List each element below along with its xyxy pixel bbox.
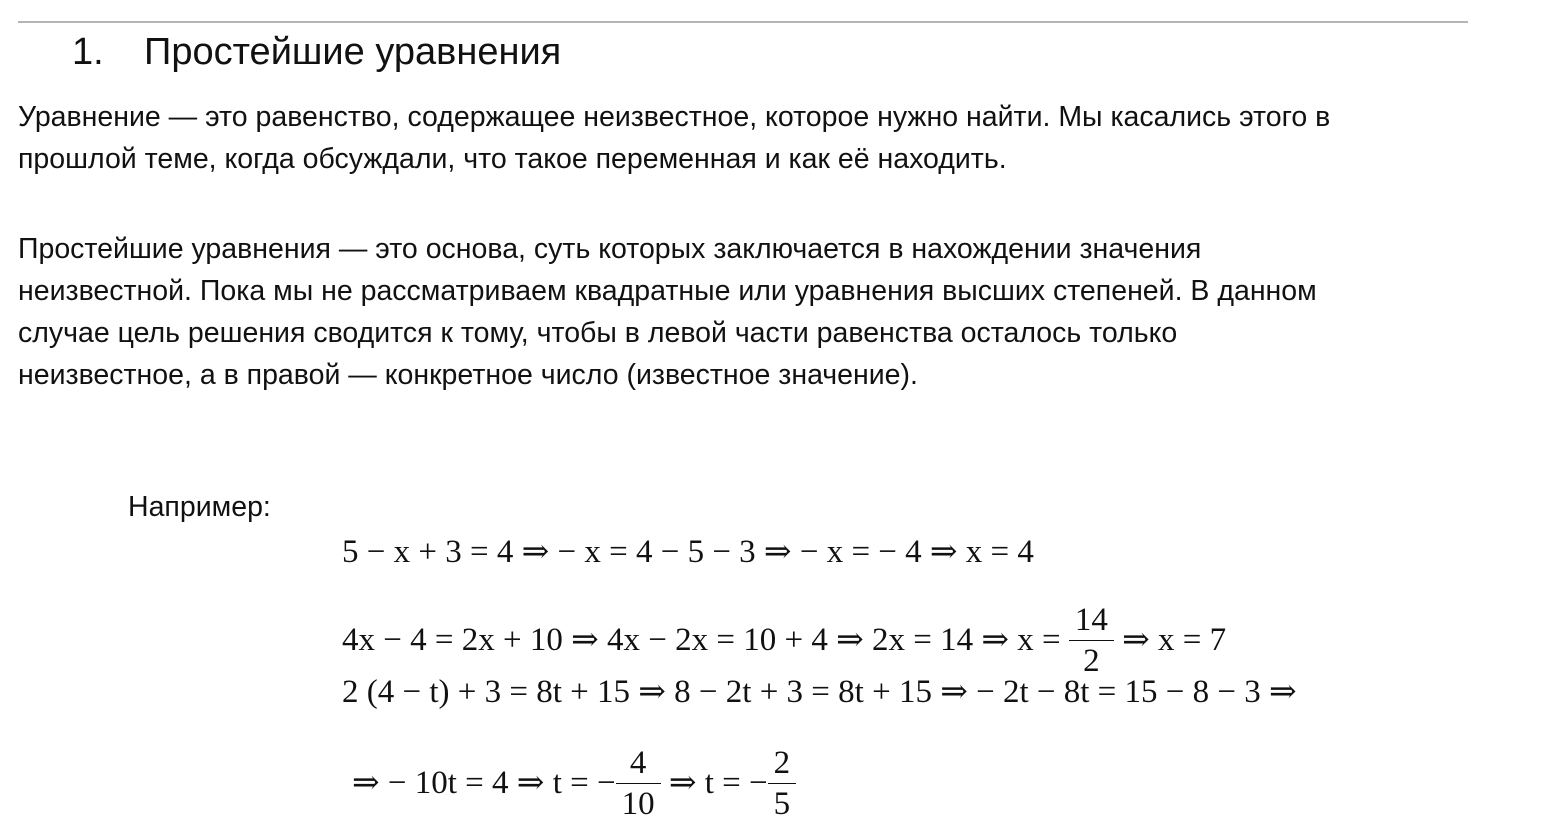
fraction-denominator: 5 bbox=[768, 783, 797, 824]
top-divider bbox=[18, 21, 1468, 23]
fraction-numerator: 14 bbox=[1074, 602, 1108, 638]
section-title: Простейшие уравнения bbox=[144, 31, 562, 73]
fraction-2-over-5 bbox=[768, 743, 797, 824]
paragraph-line: Уравнение — это равенство, содержащее неизвестное, которое нужно найти. Мы касались этого в bbox=[18, 101, 1331, 133]
fraction-denominator: 10 bbox=[616, 783, 661, 824]
equation-4-part-b: ⇒ t = − bbox=[660, 765, 768, 802]
fraction-numerator: 4 bbox=[629, 745, 647, 781]
equation-2-part-b: ⇒ x = 7 bbox=[1113, 622, 1227, 659]
paragraph-line: прошлой теме, когда обсуждали, что такое переменная и как её находить. bbox=[18, 143, 1007, 175]
example-label: Например: bbox=[128, 491, 271, 523]
equation-2-part-a: 4x − 4 = 2x + 10 ⇒ 4x − 2x = 10 + 4 ⇒ 2x = 14 ⇒ x = bbox=[342, 622, 1069, 659]
section-number: 1. bbox=[72, 31, 104, 73]
paragraph-line: неизвестной. Пока мы не рассматриваем квадратные или уравнения высших степеней. В данном bbox=[18, 275, 1317, 307]
equation-4-part-a: ⇒ − 10t = 4 ⇒ t = − bbox=[352, 765, 616, 802]
paragraph-line: случае цель решения сводится к тому, чтобы в левой части равенства осталось только bbox=[18, 317, 1178, 349]
fraction-numerator: 2 bbox=[773, 745, 791, 781]
equation-4 bbox=[352, 745, 796, 826]
fraction-14-over-2 bbox=[1069, 600, 1114, 681]
paragraph-definition bbox=[18, 96, 1330, 180]
fraction-4-over-10 bbox=[616, 743, 661, 824]
paragraph-line: неизвестное, а в правой — конкретное число (известное значение). bbox=[18, 359, 918, 391]
paragraph-simple-equations bbox=[18, 228, 1317, 396]
section-heading bbox=[72, 28, 561, 76]
equation-1: 5 − x + 3 = 4 ⇒ − x = 4 − 5 − 3 ⇒ − x = − 4 ⇒ x = 4 bbox=[342, 534, 1034, 570]
fraction-denominator: 2 bbox=[1069, 640, 1114, 681]
paragraph-line: Простейшие уравнения — это основа, суть которых заключается в нахождении значения bbox=[18, 233, 1202, 265]
equation-2 bbox=[342, 602, 1226, 683]
equation-3: 2 (4 − t) + 3 = 8t + 15 ⇒ 8 − 2t + 3 = 8t + 15 ⇒ − 2t − 8t = 15 − 8 − 3 ⇒ bbox=[342, 674, 1297, 710]
